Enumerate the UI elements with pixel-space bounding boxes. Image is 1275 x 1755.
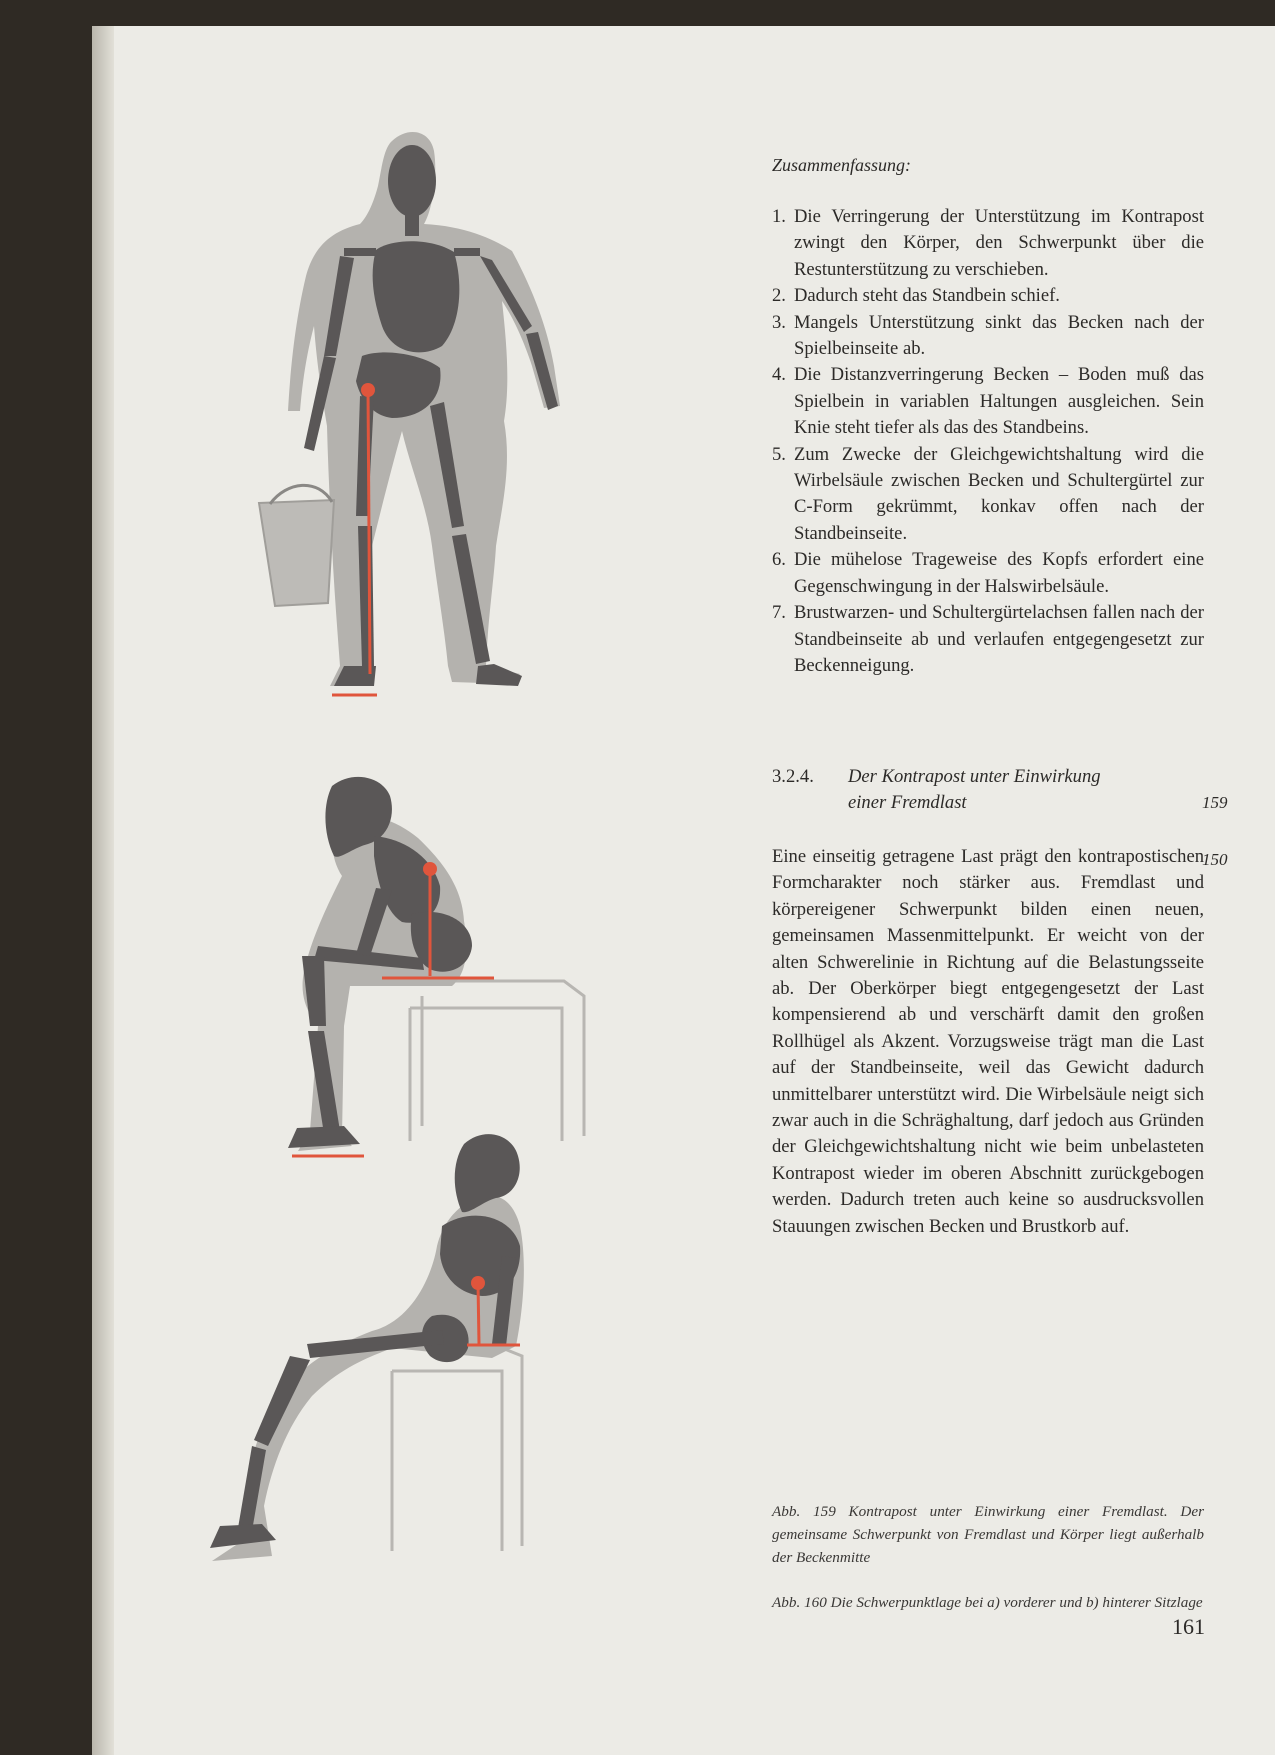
summary-list (772, 204, 1204, 679)
figure-seated-backward (210, 1134, 524, 1561)
section-title-line-1: Der Kontrapost unter Einwirkung (848, 766, 1101, 787)
list-item (772, 362, 1204, 441)
summary-heading: Zusammenfassung: (772, 155, 912, 175)
list-item (772, 283, 1204, 309)
gravity-line-backward (478, 1283, 479, 1344)
book-page (92, 26, 1275, 1755)
list-item-number: 6. (772, 549, 786, 571)
caption-abb-159: Abb. 159 Kontrapost unter Einwirkung einer Fremdlast. Der gemeinsame Schwerpunkt von Fremdlast und Körper liegt außerhalb der Beckenmitte (772, 1503, 1204, 1566)
list-item-text: Die mühelose Trageweise des Kopfs erfordert eine Gegenschwingung in der Halswirbelsäule. (794, 549, 1204, 597)
list-item (772, 547, 1204, 600)
list-item-text: Die Verringerung der Unterstützung im Kontrapost zwingt den Körper, den Schwerpunkt über die Restunterstützung zu verschieben. (794, 206, 1204, 280)
section-number: 3.2.4. (772, 766, 814, 787)
bucket-icon (259, 500, 334, 606)
caption-abb-160: Abb. 160 Die Schwerpunktlage bei a) vorderer und b) hinterer Sitzlage (772, 1594, 1203, 1611)
margin-figure-ref-159: 159 (1202, 793, 1228, 812)
chair-front (402, 981, 584, 1141)
list-item-text: Mangels Unterstützung sinkt das Becken nach der Spielbeinseite ab. (794, 311, 1204, 360)
list-item-number: 7. (772, 602, 786, 624)
list-item (772, 204, 1204, 283)
gravity-line (368, 390, 370, 674)
list-item-number: 5. (772, 443, 786, 465)
body-paragraph: Eine einseitig getragene Last prägt den kontrapostischen Formcharakter noch stärker aus. Fremdlast und körpereigener Schwerpunkt bilden einen neuen, gemeinsamen Massenmittelpunkt. Er weicht von der alten Schwerelinie in Richtung auf die Belastungsseite ab. Der Oberkörper biegt entgegengesetzt der Last kompensierend ab und verschärft damit den großen Rollhügel als Akzent. Vorzugsweise trägt man die Last auf der Standbeinseite, weil das Gewicht dadurch unmittelbarer unterstützt wird. Die Wirbelsäule neigt sich zwar auch in die Schräghaltung, darf jedoch aus Gründen der Gleichgewichtshaltung nicht wie beim unbelasteten Kontrapost wieder im oberen Abschnitt zurückgebogen werden. Dadurch treten auch keine so ausdrucksvollen Stauungen zwischen Becken und Brustkorb auf. (772, 846, 1204, 1237)
list-item-text: Dadurch steht das Standbein schief. (794, 285, 1060, 307)
section-title (848, 764, 1178, 817)
list-item-text: Zum Zwecke der Gleichgewichtshaltung wird die Wirbelsäule zwischen Becken und Schultergürtel zur C-Form gekrümmt, konkav offen nach der Standbeinseite. (794, 443, 1204, 544)
chair-back (382, 1346, 522, 1551)
figure-seated-forward (288, 777, 584, 1156)
list-item-number: 1. (772, 206, 786, 227)
list-item-text: Brustwarzen- und Schultergürtelachsen fallen nach der Standbeinseite ab und verlaufen entgegengesetzt zur Beckenneigung. (794, 602, 1204, 676)
list-item-number: 3. (772, 311, 786, 333)
list-item-number: 2. (772, 285, 786, 307)
page-number: 161 (1172, 1614, 1205, 1639)
list-item-number: 4. (772, 364, 786, 386)
list-item (772, 442, 1204, 548)
margin-figure-ref-150: 150 (1202, 850, 1228, 869)
list-item (772, 600, 1204, 679)
list-item (772, 310, 1204, 363)
figure-standing-with-bucket (259, 132, 560, 695)
list-item-text: Die Distanzverringerung Becken – Boden muß das Spielbein in variablen Haltungen ausgleichen. Sein Knie steht tiefer als das des Standbeins. (794, 364, 1204, 439)
section-title-line-2: einer Fremdlast (848, 792, 967, 814)
